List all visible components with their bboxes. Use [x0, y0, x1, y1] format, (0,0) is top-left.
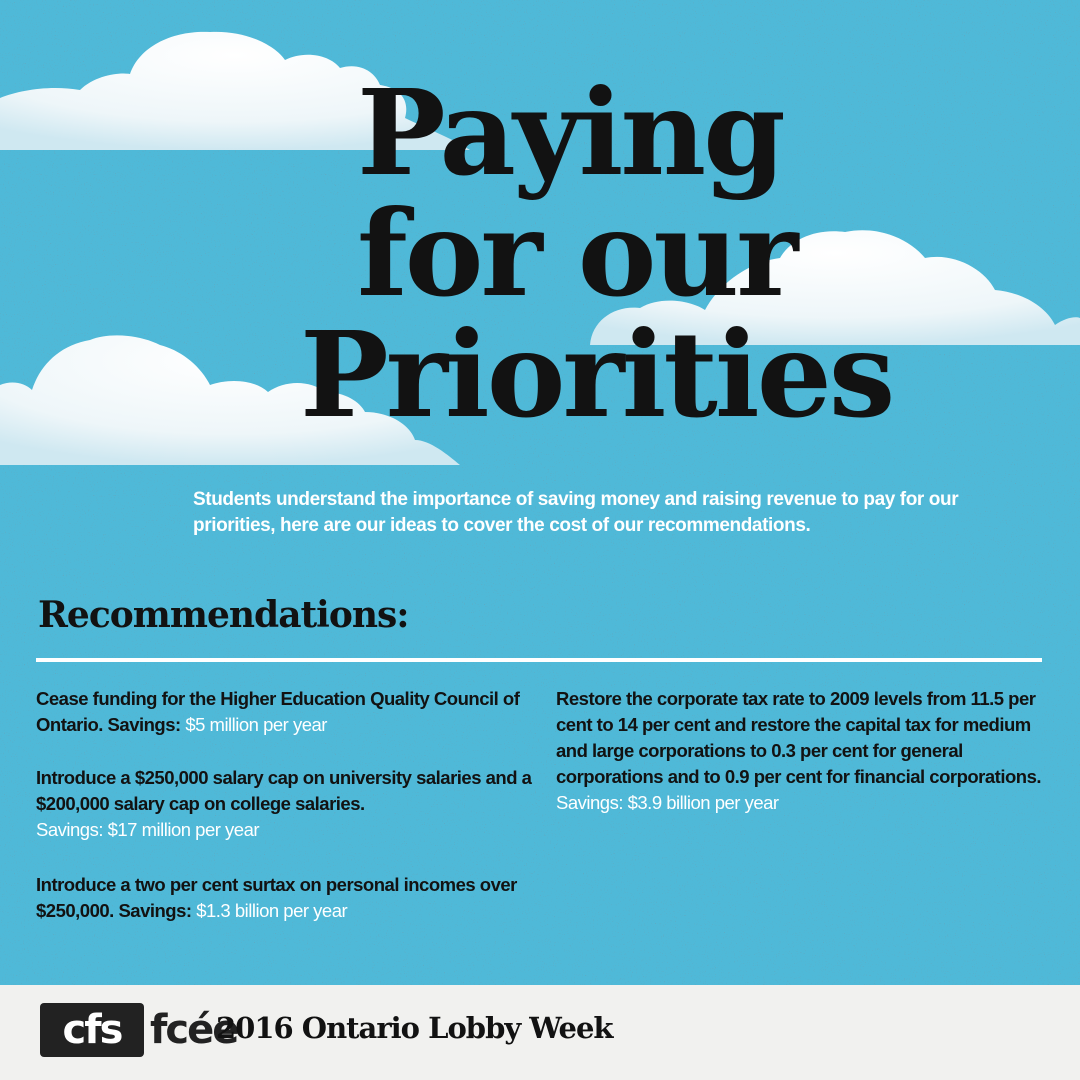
recommendation-item — [556, 686, 1056, 816]
recommendation-item — [36, 872, 536, 924]
title-line-1: Paying — [357, 63, 783, 202]
recommendation-text: Restore the corporate tax rate to 2009 levels from 11.5 per cent to 14 per cent and restore the capital tax for medium and large corporations to 0.3 per cent for general corporations and to 0.9 per cent for financial corporations. — [556, 688, 1042, 787]
savings-value: Savings: $17 million per year — [36, 819, 260, 840]
page-title — [300, 63, 893, 444]
recommendation-text: Cease funding for the Higher Education Quality Council of Ontario. Savings: — [36, 688, 520, 735]
divider-rule — [36, 658, 1042, 662]
recommendation-text: Introduce a $250,000 salary cap on university salaries and a $200,000 salary cap on college salaries. — [36, 767, 532, 814]
recommendation-item — [36, 765, 536, 843]
recommendation-item — [36, 686, 536, 738]
title-line-2: for our — [357, 184, 796, 323]
event-title: 2016 Ontario Lobby Week — [216, 1011, 613, 1045]
recommendations-heading: Recommendations: — [38, 594, 409, 636]
logo-cfs: cfs — [40, 1003, 144, 1057]
savings-value: $1.3 billion per year — [196, 900, 348, 921]
savings-value: $5 million per year — [185, 714, 327, 735]
recommendation-text: Introduce a two per cent surtax on personal incomes over $250,000. Savings: — [36, 874, 517, 921]
savings-value: Savings: $3.9 billion per year — [556, 792, 779, 813]
logo-fcee: fcée — [150, 1007, 238, 1053]
title-line-3: Priorities — [300, 305, 893, 444]
intro-text: Students understand the importance of saving money and raising revenue to pay for our priorities, here are our ideas to cover the cost of our recommendations. — [193, 489, 959, 536]
